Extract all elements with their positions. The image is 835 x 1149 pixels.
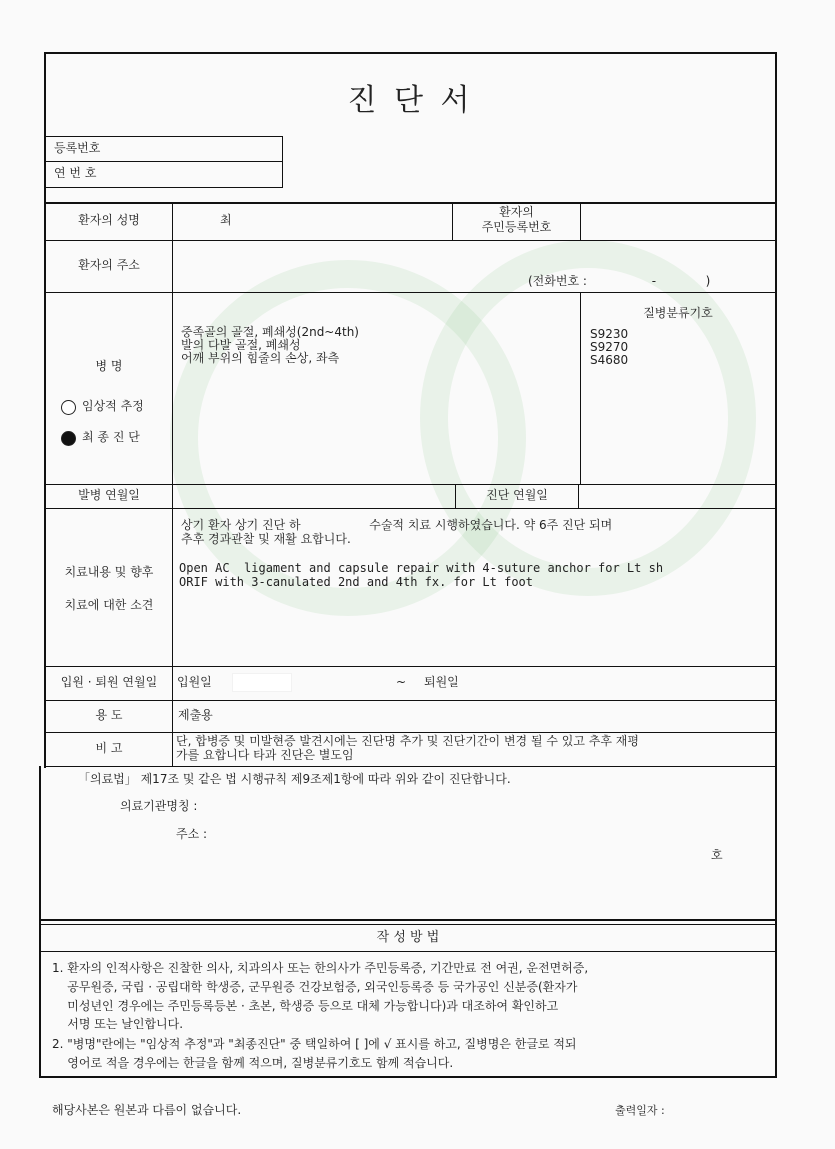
disease-code-1: S9230 — [590, 327, 629, 341]
instructions-line-2: 공무원증, 국립 · 공립대학 학생증, 군무원증 건강보험증, 외국인등록증 등 국가공인 신분증(환자가 — [52, 980, 578, 994]
admission-out-label: 퇴원일 — [424, 675, 459, 689]
diagnosis-date-label: 진단 연월일 — [486, 488, 548, 502]
redacted-admission-date — [232, 673, 292, 692]
serial-number-label: 연 번 호 — [54, 166, 97, 180]
watermark-ring-right — [420, 240, 756, 596]
treatment-line-1: 상기 환자 상기 진단 하 수술적 치료 시행하였습니다. 약 6주 진단 되며 — [181, 518, 613, 532]
disease-code-header: 질병분류기호 — [643, 306, 713, 320]
patient-rrn-label-line1: 환자의 — [499, 205, 534, 219]
onset-date-label: 발병 연월일 — [78, 488, 140, 502]
frame-top — [44, 52, 777, 54]
legal-statement: 「의료법」 제17조 및 같은 법 시행규칙 제9조제1항에 따라 위와 같이 진단합니다. — [78, 772, 511, 786]
treatment-label-line1: 치료내용 및 향후 — [64, 565, 154, 579]
instructions-line-1: 1. 환자의 인적사항은 진찰한 의사, 치과의사 또는 한의사가 주민등록증, 기간만료 전 여권, 운전면허증, — [52, 961, 589, 975]
admission-in-label: 입원일 — [177, 675, 212, 689]
instructions-line-5: 2. "병명"란에는 "임상적 추정"과 "최종진단" 중 택일하여 [ ]에 √ 표시를 하고, 질병명은 한글로 적되 — [52, 1037, 577, 1051]
patient-address-label: 환자의 주소 — [78, 258, 140, 272]
remarks-line-1: 단, 합병증 및 미발현증 발견시에는 진단명 추가 및 진단기간이 변경 될 수 있고 추후 재평 — [176, 734, 639, 748]
admission-label: 입원 · 퇴원 연월일 — [60, 675, 158, 689]
treatment-line-2: 추후 경과관찰 및 재활 요합니다. — [181, 532, 351, 546]
disease-code-2: S9270 — [590, 340, 629, 354]
copy-notice: 해당사본은 원본과 다름이 없습니다. — [52, 1103, 242, 1117]
disease-code-3: S4680 — [590, 353, 629, 367]
diagnosis-line-2: 발의 다발 골절, 폐쇄성 — [181, 338, 301, 352]
instructions-line-6: 영어로 적을 경우에는 한글을 함께 적으며, 질병분류기호도 함께 적습니다. — [52, 1056, 454, 1070]
remarks-line-2: 가를 요합니다 타과 진단은 별도임 — [176, 748, 354, 762]
purpose-label: 용 도 — [95, 708, 123, 722]
patient-name-value: 최 — [220, 213, 232, 227]
radio-clinical-estimate[interactable] — [61, 400, 76, 415]
instructions-line-4: 서명 또는 날인합니다. — [52, 1017, 184, 1031]
diagnosis-label: 병 명 — [95, 359, 123, 373]
patient-phone-text: (전화번호 : - ) — [528, 274, 711, 288]
remarks-label: 비 고 — [95, 741, 123, 755]
patient-rrn-label-line2: 주민등록번호 — [481, 220, 552, 234]
clinical-estimate-label: 임상적 추정 — [82, 399, 144, 413]
purpose-value: 제출용 — [178, 708, 213, 722]
instructions-line-3: 미성년인 경우에는 주민등록등본 · 초본, 학생증 등으로 대체 가능합니다)과 대조하여 확인하고 — [52, 999, 559, 1013]
treatment-line-4: ORIF with 3-canulated 2nd and 4th fx. for Lt foot — [179, 575, 534, 589]
institution-address-label: 주소 : — [176, 827, 208, 841]
admission-tilde: ~ — [396, 675, 407, 689]
radio-final-diagnosis[interactable] — [61, 431, 76, 446]
ho-label: 호 — [711, 848, 723, 862]
diagnosis-line-3: 어깨 부위의 힘줄의 손상, 좌측 — [181, 351, 340, 365]
frame-bottom — [39, 1076, 777, 1078]
treatment-line-3: Open AC ligament and capsule repair with 4-suture anchor for Lt sh — [179, 561, 664, 575]
registration-number-label: 등록번호 — [54, 141, 101, 155]
patient-name-label: 환자의 성명 — [78, 213, 140, 227]
document-title: 진 단 서 — [347, 83, 474, 118]
print-date-label: 출력일자 : — [615, 1104, 665, 1117]
final-diagnosis-label: 최 종 진 단 — [82, 430, 140, 444]
instructions-header: 작 성 방 법 — [376, 930, 440, 945]
diagnosis-line-1: 중족골의 골절, 폐쇄성(2nd~4th) — [181, 325, 359, 339]
frame-left-lower — [39, 766, 41, 1078]
institution-label: 의료기관명칭 : — [120, 799, 198, 813]
treatment-label-line2: 치료에 대한 소견 — [64, 598, 154, 612]
